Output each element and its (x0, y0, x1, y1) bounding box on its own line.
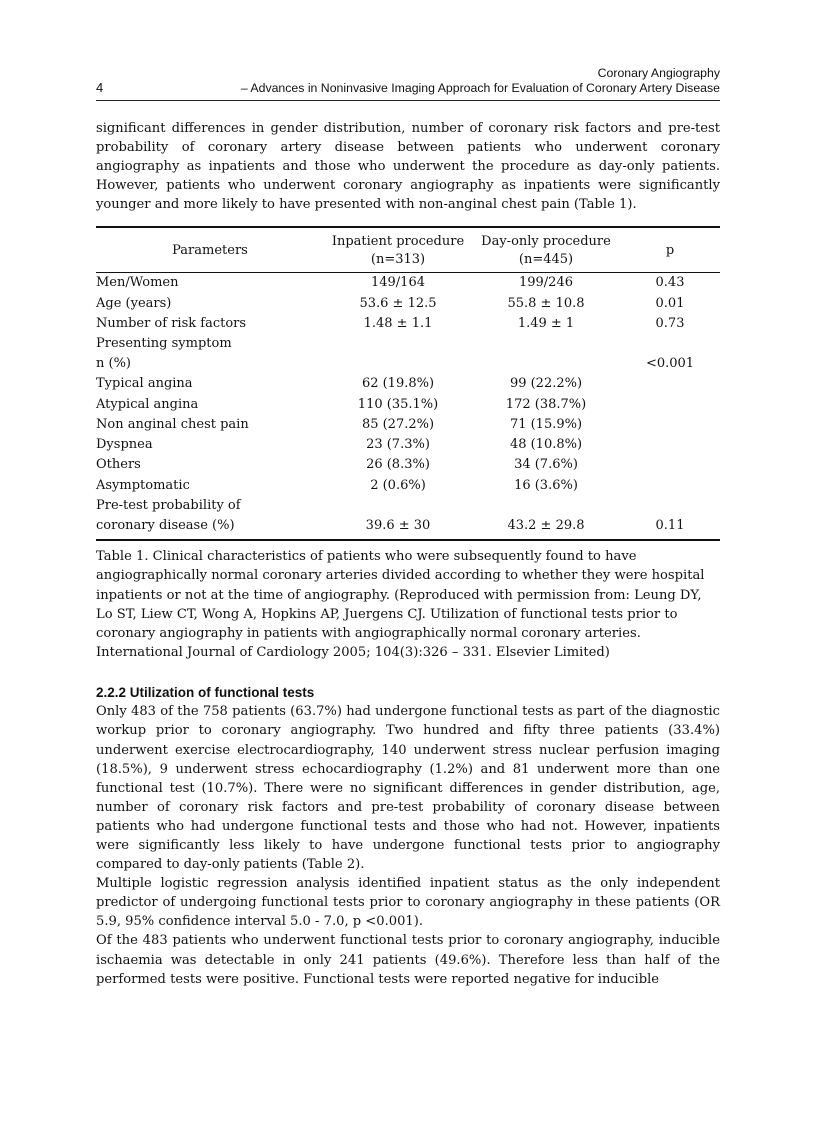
table-caption: Table 1. Clinical characteristics of patients who were subsequently found to have angiographically normal coronary arteries divided according to whether they were hospital inpatients or not at the time of angiography. (Reproduced with permission from: Leung DY, Lo ST, Liew CT, Wong A, Hopkins AP, Juergens CJ. Utilization of functional tests prior to coronary angiography in patients with angiographically normal coronary arteries. International Journal of Cardiology 2005; 104(3):326 – 331. Elsevier Limited) (96, 549, 705, 661)
row-inpatient (324, 334, 472, 354)
row-dayonly: 1.49 ± 1 (517, 315, 575, 331)
row-p: 0.01 (655, 295, 685, 311)
header-dayonly (472, 227, 620, 273)
pretest-label-line1: Pre-test probability of (96, 497, 241, 513)
table-header-row (96, 227, 720, 273)
row-inpatient: 26 (8.3%) (366, 457, 430, 473)
row-inpatient: 1.48 ± 1.1 (363, 315, 433, 331)
table-body (96, 273, 720, 540)
table-row (96, 455, 720, 475)
row-dayonly: 172 (38.7%) (505, 396, 587, 412)
row-p (620, 455, 720, 475)
row-p (620, 374, 720, 394)
row-dayonly: 55.8 ± 10.8 (507, 295, 585, 311)
header-p: p (620, 227, 720, 273)
table-1 (96, 226, 720, 541)
row-inpatient (324, 354, 472, 374)
row-dayonly: 34 (7.6%) (514, 457, 578, 473)
table-row (96, 294, 720, 314)
running-head (96, 66, 720, 101)
row-label: Number of risk factors (96, 315, 247, 331)
row-dayonly: 199/246 (518, 275, 573, 291)
header-inpatient (324, 227, 472, 273)
header-parameters: Parameters (96, 227, 324, 273)
row-inpatient: 85 (27.2%) (361, 416, 435, 432)
row-inpatient: 23 (7.3%) (366, 437, 430, 453)
book-subtitle: – Advances in Noninvasive Imaging Approach for Evaluation of Coronary Artery Disease (240, 81, 720, 95)
row-dayonly (472, 354, 620, 374)
row-p (620, 415, 720, 435)
row-inpatient: 149/164 (370, 275, 425, 291)
row-label: Dyspnea (96, 437, 153, 453)
row-inpatient: 53.6 ± 12.5 (359, 295, 437, 311)
header-inpatient-line1: Inpatient procedure (331, 234, 465, 250)
row-dayonly: 48 (10.8%) (509, 437, 583, 453)
header-inpatient-line2: (n=313) (370, 252, 426, 268)
page-number: 4 (96, 80, 104, 95)
table-row (96, 334, 720, 354)
row-p (620, 334, 720, 354)
row-inpatient: 110 (35.1%) (357, 396, 439, 412)
row-inpatient: 39.6 ± 30 (324, 496, 472, 540)
row-label: Asymptomatic (96, 477, 190, 493)
row-label: n (%) (96, 356, 132, 372)
row-label: Atypical angina (96, 396, 199, 412)
row-p: 0.43 (655, 275, 685, 291)
row-p (620, 435, 720, 455)
table-row (96, 273, 720, 294)
row-label: Men/Women (96, 275, 179, 291)
row-label: Age (years) (96, 295, 172, 311)
row-dayonly: 99 (22.2%) (509, 376, 583, 392)
row-label: Typical angina (96, 376, 193, 392)
table-row (96, 395, 720, 415)
row-p: <0.001 (645, 356, 695, 372)
table-row (96, 476, 720, 496)
row-dayonly: 16 (3.6%) (514, 477, 578, 493)
table-row (96, 314, 720, 334)
page (96, 66, 720, 989)
row-p: 0.11 (620, 496, 720, 540)
row-p (620, 476, 720, 496)
table-row (96, 354, 720, 374)
row-p (620, 395, 720, 415)
header-dayonly-line2: (n=445) (518, 252, 574, 268)
row-label: Presenting symptom (96, 336, 232, 352)
row-dayonly (472, 334, 620, 354)
intro-paragraph: significant differences in gender distribution, number of coronary risk factors and pre-test probability of coronary artery disease between patients who underwent coronary angiography as inpatients and those who underwent the procedure as day-only patients. However, patients who underwent coronary angiography as inpatients were significantly younger and more likely to have presented with non-anginal chest pain (Table 1). (96, 121, 720, 213)
row-label (96, 496, 324, 540)
row-inpatient: 2 (0.6%) (370, 477, 426, 493)
section-paragraph: Of the 483 patients who underwent functional tests prior to coronary angiography, inducible ischaemia was detectable in only 241 patients (49.6%). Therefore less than half of the performed tests were positive. Functional tests were reported negative for inducible (96, 933, 720, 987)
row-dayonly: 43.2 ± 29.8 (472, 496, 620, 540)
row-label: Others (96, 457, 141, 473)
table-row (96, 415, 720, 435)
row-label: Non anginal chest pain (96, 416, 249, 432)
section-body (96, 702, 720, 988)
table-row (96, 435, 720, 455)
section-heading: 2.2.2 Utilization of functional tests (96, 685, 315, 701)
row-dayonly: 71 (15.9%) (509, 416, 583, 432)
row-inpatient: 62 (19.8%) (361, 376, 435, 392)
table-row-pretest (96, 496, 720, 540)
header-dayonly-line1: Day-only procedure (481, 234, 611, 250)
section-paragraph: Only 483 of the 758 patients (63.7%) had undergone functional tests as part of the diagnostic workup prior to coronary angiography. Two hundred and fifty three patients (33.4%) underwent exercise electrocardiography, 140 underwent stress nuclear perfusion imaging (18.5%), 9 underwent stress echocardiography (1.2%) and 81 underwent more than one functional test (10.7%). There were no significant differences in gender distribution, age, number of coronary risk factors and pre-test probability of coronary disease between patients who had undergone functional tests and those who had not. However, inpatients were significantly less likely to have undergone functional tests prior to angiography compared to day-only patients (Table 2). (96, 704, 720, 873)
book-title: Coronary Angiography (597, 66, 720, 80)
pretest-label-line2: coronary disease (%) (96, 517, 235, 533)
section-paragraph: Multiple logistic regression analysis identified inpatient status as the only independent predictor of undergoing functional tests prior to coronary angiography in these patients (OR 5.9, 95% confidence interval 5.0 - 7.0, p <0.001). (96, 876, 720, 930)
row-p: 0.73 (655, 315, 685, 331)
table-row (96, 374, 720, 394)
